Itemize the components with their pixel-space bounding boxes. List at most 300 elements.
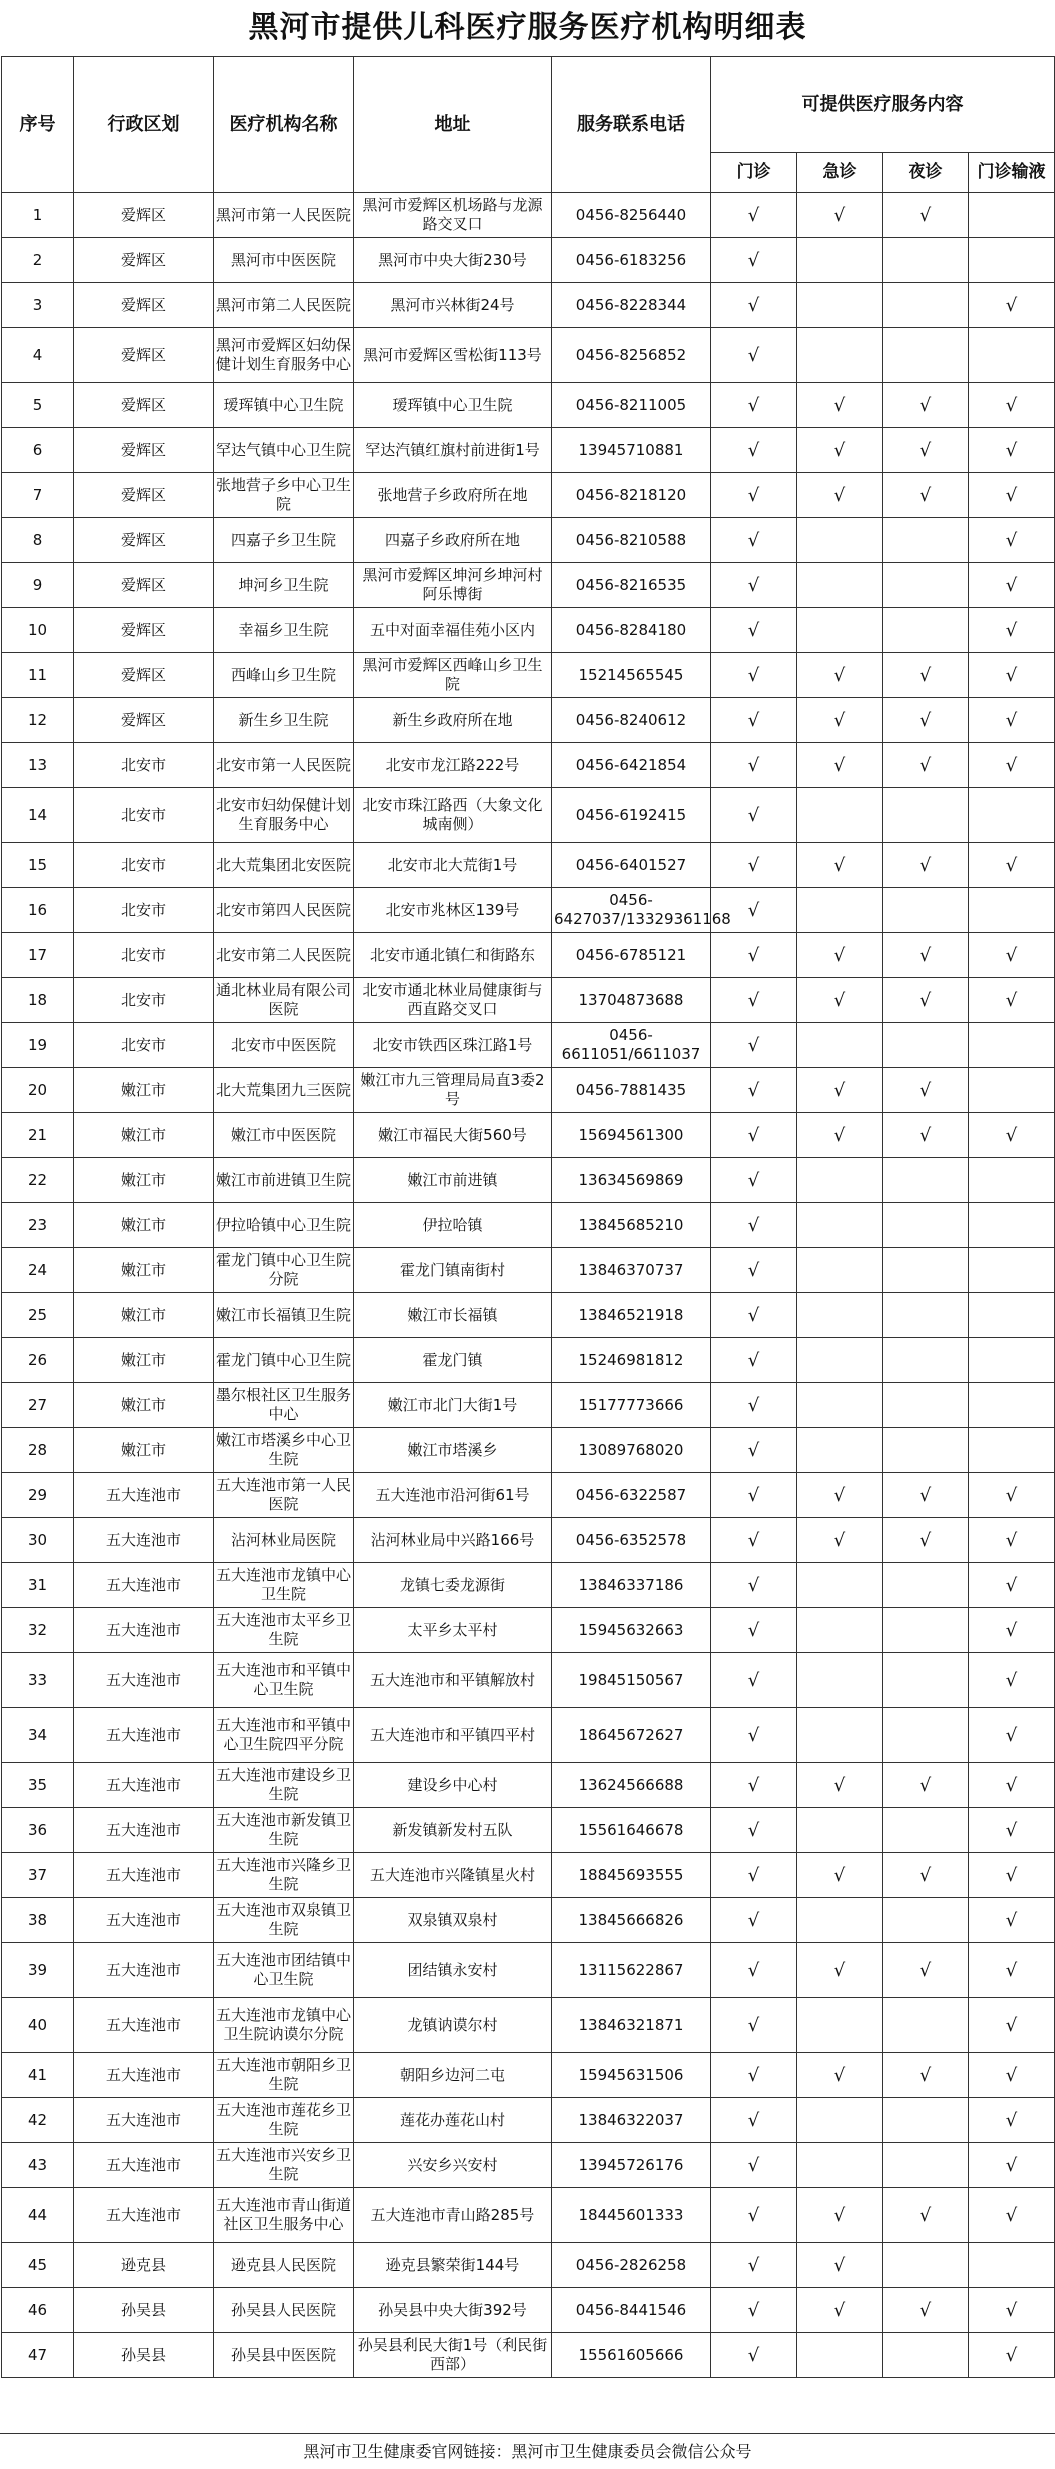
district-cell: 嫩江市: [74, 1113, 214, 1158]
night-cell: [883, 328, 969, 383]
outpatient-cell: √: [711, 1068, 797, 1113]
table-row: [2, 1763, 1055, 1808]
outpatient-cell: √: [711, 743, 797, 788]
phone-cell: 0456-6401527: [552, 843, 711, 888]
infusion-cell: √: [969, 1898, 1055, 1943]
phone-cell: 0456-6611051/6611037: [552, 1023, 711, 1068]
night-cell: [883, 1563, 969, 1608]
emergency-cell: √: [797, 2288, 883, 2333]
row-number: 24: [2, 1248, 74, 1293]
row-number: 14: [2, 788, 74, 843]
header-services: 可提供医疗服务内容: [711, 57, 1055, 153]
org-name-cell: 孙吴县人民医院: [214, 2288, 354, 2333]
org-name-cell: 瑷珲镇中心卫生院: [214, 383, 354, 428]
table-row: [2, 2053, 1055, 2098]
address-cell: 孙吴县利民大街1号（利民街西部）: [354, 2333, 552, 2378]
row-number: 15: [2, 843, 74, 888]
outpatient-cell: √: [711, 2333, 797, 2378]
infusion-cell: [969, 2243, 1055, 2288]
org-name-cell: 北安市中医医院: [214, 1023, 354, 1068]
address-cell: 建设乡中心村: [354, 1763, 552, 1808]
night-cell: [883, 2143, 969, 2188]
address-cell: 嫩江市前进镇: [354, 1158, 552, 1203]
phone-cell: 0456-8210588: [552, 518, 711, 563]
outpatient-cell: √: [711, 2053, 797, 2098]
org-name-cell: 幸福乡卫生院: [214, 608, 354, 653]
table-row: [2, 1248, 1055, 1293]
night-cell: √: [883, 978, 969, 1023]
emergency-cell: √: [797, 698, 883, 743]
address-cell: 北安市通北林业局健康街与西直路交叉口: [354, 978, 552, 1023]
emergency-cell: [797, 563, 883, 608]
district-cell: 嫩江市: [74, 1248, 214, 1293]
emergency-cell: [797, 1203, 883, 1248]
infusion-cell: √: [969, 473, 1055, 518]
table-row: [2, 888, 1055, 933]
phone-cell: 13089768020: [552, 1428, 711, 1473]
table-row: [2, 1808, 1055, 1853]
org-name-cell: 五大连池市和平镇中心卫生院: [214, 1653, 354, 1708]
outpatient-cell: √: [711, 1338, 797, 1383]
table-row: [2, 473, 1055, 518]
infusion-cell: √: [969, 1653, 1055, 1708]
emergency-cell: [797, 1428, 883, 1473]
infusion-cell: [969, 238, 1055, 283]
district-cell: 五大连池市: [74, 2098, 214, 2143]
table-body: [2, 193, 1055, 2378]
emergency-cell: [797, 608, 883, 653]
emergency-cell: √: [797, 843, 883, 888]
outpatient-cell: √: [711, 283, 797, 328]
infusion-cell: [969, 1068, 1055, 1113]
row-number: 16: [2, 888, 74, 933]
night-cell: √: [883, 2188, 969, 2243]
row-number: 35: [2, 1763, 74, 1808]
phone-cell: 15561646678: [552, 1808, 711, 1853]
address-cell: 北安市北大荒街1号: [354, 843, 552, 888]
org-name-cell: 霍龙门镇中心卫生院: [214, 1338, 354, 1383]
phone-cell: 18845693555: [552, 1853, 711, 1898]
infusion-cell: [969, 1248, 1055, 1293]
district-cell: 爱辉区: [74, 563, 214, 608]
org-name-cell: 五大连池市团结镇中心卫生院: [214, 1943, 354, 1998]
outpatient-cell: √: [711, 788, 797, 843]
night-cell: [883, 1653, 969, 1708]
table-row: [2, 2243, 1055, 2288]
infusion-cell: √: [969, 1943, 1055, 1998]
district-cell: 嫩江市: [74, 1383, 214, 1428]
emergency-cell: √: [797, 743, 883, 788]
district-cell: 五大连池市: [74, 1808, 214, 1853]
address-cell: 黑河市中央大街230号: [354, 238, 552, 283]
outpatient-cell: √: [711, 1158, 797, 1203]
outpatient-cell: √: [711, 328, 797, 383]
district-cell: 北安市: [74, 843, 214, 888]
table-row: [2, 383, 1055, 428]
infusion-cell: [969, 1158, 1055, 1203]
night-cell: √: [883, 1853, 969, 1898]
outpatient-cell: √: [711, 1808, 797, 1853]
org-name-cell: 五大连池市莲花乡卫生院: [214, 2098, 354, 2143]
infusion-cell: √: [969, 1808, 1055, 1853]
outpatient-cell: √: [711, 428, 797, 473]
address-cell: 孙吴县中央大街392号: [354, 2288, 552, 2333]
emergency-cell: √: [797, 1518, 883, 1563]
district-cell: 五大连池市: [74, 1608, 214, 1653]
phone-cell: 13846322037: [552, 2098, 711, 2143]
district-cell: 嫩江市: [74, 1293, 214, 1338]
row-number: 26: [2, 1338, 74, 1383]
phone-cell: 18445601333: [552, 2188, 711, 2243]
row-number: 21: [2, 1113, 74, 1158]
emergency-cell: √: [797, 653, 883, 698]
infusion-cell: √: [969, 743, 1055, 788]
district-cell: 嫩江市: [74, 1203, 214, 1248]
district-cell: 嫩江市: [74, 1338, 214, 1383]
row-number: 1: [2, 193, 74, 238]
phone-cell: 13115622867: [552, 1943, 711, 1998]
row-number: 20: [2, 1068, 74, 1113]
org-name-cell: 嫩江市长福镇卫生院: [214, 1293, 354, 1338]
night-cell: [883, 2098, 969, 2143]
org-name-cell: 嫩江市塔溪乡中心卫生院: [214, 1428, 354, 1473]
night-cell: √: [883, 428, 969, 473]
outpatient-cell: √: [711, 1708, 797, 1763]
table-row: [2, 1473, 1055, 1518]
night-cell: [883, 1293, 969, 1338]
emergency-cell: √: [797, 428, 883, 473]
address-cell: 黑河市爱辉区机场路与龙源路交叉口: [354, 193, 552, 238]
row-number: 32: [2, 1608, 74, 1653]
address-cell: 北安市通北镇仁和街路东: [354, 933, 552, 978]
row-number: 30: [2, 1518, 74, 1563]
district-cell: 爱辉区: [74, 473, 214, 518]
table-row: [2, 843, 1055, 888]
emergency-cell: [797, 1898, 883, 1943]
infusion-cell: [969, 1428, 1055, 1473]
emergency-cell: [797, 1158, 883, 1203]
phone-cell: 13945726176: [552, 2143, 711, 2188]
table-row: [2, 518, 1055, 563]
district-cell: 爱辉区: [74, 283, 214, 328]
row-number: 39: [2, 1943, 74, 1998]
district-cell: 五大连池市: [74, 1518, 214, 1563]
outpatient-cell: √: [711, 888, 797, 933]
address-cell: 罕达汽镇红旗村前进街1号: [354, 428, 552, 473]
district-cell: 五大连池市: [74, 2143, 214, 2188]
emergency-cell: [797, 788, 883, 843]
org-name-cell: 墨尔根社区卫生服务中心: [214, 1383, 354, 1428]
address-cell: 黑河市爱辉区坤河乡坤河村阿乐博街: [354, 563, 552, 608]
org-name-cell: 五大连池市新发镇卫生院: [214, 1808, 354, 1853]
row-number: 6: [2, 428, 74, 473]
district-cell: 北安市: [74, 743, 214, 788]
emergency-cell: √: [797, 978, 883, 1023]
header-infusion: 门诊输液: [969, 153, 1055, 193]
infusion-cell: √: [969, 698, 1055, 743]
row-number: 46: [2, 2288, 74, 2333]
infusion-cell: √: [969, 563, 1055, 608]
phone-cell: 0456-8228344: [552, 283, 711, 328]
org-name-cell: 嫩江市前进镇卫生院: [214, 1158, 354, 1203]
emergency-cell: [797, 518, 883, 563]
phone-cell: 15246981812: [552, 1338, 711, 1383]
row-number: 42: [2, 2098, 74, 2143]
night-cell: [883, 1383, 969, 1428]
org-name-cell: 黑河市第一人民医院: [214, 193, 354, 238]
infusion-cell: √: [969, 2053, 1055, 2098]
outpatient-cell: √: [711, 193, 797, 238]
address-cell: 黑河市爱辉区雪松街113号: [354, 328, 552, 383]
district-cell: 五大连池市: [74, 1763, 214, 1808]
address-cell: 莲花办莲花山村: [354, 2098, 552, 2143]
night-cell: [883, 2333, 969, 2378]
emergency-cell: √: [797, 2053, 883, 2098]
district-cell: 孙吴县: [74, 2333, 214, 2378]
row-number: 34: [2, 1708, 74, 1763]
phone-cell: 0456-8218120: [552, 473, 711, 518]
infusion-cell: [969, 1293, 1055, 1338]
night-cell: √: [883, 1113, 969, 1158]
row-number: 36: [2, 1808, 74, 1853]
phone-cell: 0456-8441546: [552, 2288, 711, 2333]
night-cell: √: [883, 698, 969, 743]
outpatient-cell: √: [711, 1898, 797, 1943]
address-cell: 五大连池市和平镇解放村: [354, 1653, 552, 1708]
address-cell: 双泉镇双泉村: [354, 1898, 552, 1943]
infusion-cell: [969, 1023, 1055, 1068]
row-number: 18: [2, 978, 74, 1023]
row-number: 3: [2, 283, 74, 328]
outpatient-cell: √: [711, 1383, 797, 1428]
address-cell: 伊拉哈镇: [354, 1203, 552, 1248]
address-cell: 北安市兆林区139号: [354, 888, 552, 933]
phone-cell: 13846370737: [552, 1248, 711, 1293]
row-number: 37: [2, 1853, 74, 1898]
row-number: 41: [2, 2053, 74, 2098]
infusion-cell: √: [969, 428, 1055, 473]
row-number: 27: [2, 1383, 74, 1428]
district-cell: 五大连池市: [74, 1653, 214, 1708]
table-row: [2, 2333, 1055, 2378]
address-cell: 新发镇新发村五队: [354, 1808, 552, 1853]
emergency-cell: √: [797, 1853, 883, 1898]
header-night: 夜诊: [883, 153, 969, 193]
emergency-cell: [797, 2098, 883, 2143]
night-cell: [883, 2243, 969, 2288]
night-cell: √: [883, 1473, 969, 1518]
phone-cell: 13704873688: [552, 978, 711, 1023]
address-cell: 逊克县繁荣街144号: [354, 2243, 552, 2288]
phone-cell: 15945631506: [552, 2053, 711, 2098]
table-row: [2, 978, 1055, 1023]
night-cell: [883, 1203, 969, 1248]
header-district: 行政区划: [74, 57, 214, 193]
phone-cell: 0456-2826258: [552, 2243, 711, 2288]
night-cell: [883, 518, 969, 563]
phone-cell: 0456-6785121: [552, 933, 711, 978]
table-row: [2, 1518, 1055, 1563]
infusion-cell: √: [969, 1853, 1055, 1898]
night-cell: √: [883, 1518, 969, 1563]
emergency-cell: [797, 1653, 883, 1708]
emergency-cell: [797, 2333, 883, 2378]
emergency-cell: [797, 1023, 883, 1068]
district-cell: 五大连池市: [74, 1998, 214, 2053]
row-number: 43: [2, 2143, 74, 2188]
district-cell: 五大连池市: [74, 1853, 214, 1898]
row-number: 44: [2, 2188, 74, 2243]
table-row: [2, 1943, 1055, 1998]
emergency-cell: √: [797, 1473, 883, 1518]
org-name-cell: 北大荒集团九三医院: [214, 1068, 354, 1113]
phone-cell: 13845685210: [552, 1203, 711, 1248]
row-number: 47: [2, 2333, 74, 2378]
table-row: [2, 1708, 1055, 1763]
org-name-cell: 五大连池市和平镇中心卫生院四平分院: [214, 1708, 354, 1763]
night-cell: [883, 1708, 969, 1763]
row-number: 28: [2, 1428, 74, 1473]
address-cell: 嫩江市塔溪乡: [354, 1428, 552, 1473]
emergency-cell: [797, 1248, 883, 1293]
phone-cell: 0456-7881435: [552, 1068, 711, 1113]
night-cell: [883, 238, 969, 283]
night-cell: √: [883, 2288, 969, 2333]
district-cell: 爱辉区: [74, 608, 214, 653]
night-cell: √: [883, 1763, 969, 1808]
night-cell: [883, 1338, 969, 1383]
address-cell: 太平乡太平村: [354, 1608, 552, 1653]
outpatient-cell: √: [711, 1943, 797, 1998]
row-number: 13: [2, 743, 74, 788]
infusion-cell: √: [969, 2188, 1055, 2243]
night-cell: [883, 1428, 969, 1473]
address-cell: 黑河市爱辉区西峰山乡卫生院: [354, 653, 552, 698]
phone-cell: 0456-8211005: [552, 383, 711, 428]
row-number: 45: [2, 2243, 74, 2288]
org-name-cell: 通北林业局有限公司医院: [214, 978, 354, 1023]
phone-cell: 13634569869: [552, 1158, 711, 1203]
org-name-cell: 霍龙门镇中心卫生院分院: [214, 1248, 354, 1293]
night-cell: √: [883, 2053, 969, 2098]
emergency-cell: [797, 328, 883, 383]
night-cell: [883, 563, 969, 608]
row-number: 23: [2, 1203, 74, 1248]
table-row: [2, 1563, 1055, 1608]
district-cell: 北安市: [74, 933, 214, 978]
address-cell: 霍龙门镇南街村: [354, 1248, 552, 1293]
phone-cell: 13846521918: [552, 1293, 711, 1338]
table-row: [2, 2188, 1055, 2243]
row-number: 8: [2, 518, 74, 563]
outpatient-cell: √: [711, 933, 797, 978]
page-title: 黑河市提供儿科医疗服务医疗机构明细表: [248, 10, 807, 45]
district-cell: 五大连池市: [74, 1943, 214, 1998]
phone-cell: 15214565545: [552, 653, 711, 698]
emergency-cell: √: [797, 383, 883, 428]
org-name-cell: 五大连池市龙镇中心卫生院: [214, 1563, 354, 1608]
night-cell: √: [883, 743, 969, 788]
district-cell: 五大连池市: [74, 2188, 214, 2243]
address-cell: 兴安乡兴安村: [354, 2143, 552, 2188]
outpatient-cell: √: [711, 1608, 797, 1653]
infusion-cell: √: [969, 383, 1055, 428]
row-number: 19: [2, 1023, 74, 1068]
header-phone: 服务联系电话: [552, 57, 711, 193]
address-cell: 朝阳乡边河二屯: [354, 2053, 552, 2098]
org-name-cell: 五大连池市兴隆乡卫生院: [214, 1853, 354, 1898]
district-cell: 北安市: [74, 978, 214, 1023]
emergency-cell: [797, 1293, 883, 1338]
phone-cell: 0456-8256852: [552, 328, 711, 383]
phone-cell: 15694561300: [552, 1113, 711, 1158]
address-cell: 霍龙门镇: [354, 1338, 552, 1383]
infusion-cell: √: [969, 2288, 1055, 2333]
phone-cell: 15561605666: [552, 2333, 711, 2378]
table-row: [2, 1023, 1055, 1068]
org-name-cell: 北安市第四人民医院: [214, 888, 354, 933]
phone-cell: 0456-8216535: [552, 563, 711, 608]
district-cell: 逊克县: [74, 2243, 214, 2288]
table-row: [2, 1998, 1055, 2053]
row-number: 33: [2, 1653, 74, 1708]
infusion-cell: √: [969, 2098, 1055, 2143]
address-cell: 五大连池市和平镇四平村: [354, 1708, 552, 1763]
org-name-cell: 孙吴县中医医院: [214, 2333, 354, 2378]
header-no: 序号: [2, 57, 74, 193]
night-cell: √: [883, 1068, 969, 1113]
address-cell: 四嘉子乡政府所在地: [354, 518, 552, 563]
night-cell: [883, 1808, 969, 1853]
phone-cell: 15177773666: [552, 1383, 711, 1428]
infusion-cell: √: [969, 1998, 1055, 2053]
table-row: [2, 1203, 1055, 1248]
outpatient-cell: √: [711, 608, 797, 653]
address-cell: 新生乡政府所在地: [354, 698, 552, 743]
org-name-cell: 黑河市爱辉区妇幼保健计划生育服务中心: [214, 328, 354, 383]
emergency-cell: [797, 283, 883, 328]
address-cell: 五大连池市兴隆镇星火村: [354, 1853, 552, 1898]
row-number: 7: [2, 473, 74, 518]
phone-cell: 18645672627: [552, 1708, 711, 1763]
row-number: 25: [2, 1293, 74, 1338]
table-row: [2, 1338, 1055, 1383]
phone-cell: 19845150567: [552, 1653, 711, 1708]
address-cell: 团结镇永安村: [354, 1943, 552, 1998]
org-name-cell: 张地营子乡中心卫生院: [214, 473, 354, 518]
infusion-cell: √: [969, 283, 1055, 328]
night-cell: [883, 888, 969, 933]
night-cell: √: [883, 383, 969, 428]
night-cell: √: [883, 1943, 969, 1998]
infusion-cell: √: [969, 933, 1055, 978]
outpatient-cell: √: [711, 1998, 797, 2053]
emergency-cell: √: [797, 933, 883, 978]
emergency-cell: √: [797, 1068, 883, 1113]
night-cell: [883, 1248, 969, 1293]
outpatient-cell: √: [711, 2243, 797, 2288]
table-row: [2, 1113, 1055, 1158]
org-name-cell: 伊拉哈镇中心卫生院: [214, 1203, 354, 1248]
infusion-cell: √: [969, 2143, 1055, 2188]
phone-cell: 0456-6421854: [552, 743, 711, 788]
address-cell: 龙镇讷谟尔村: [354, 1998, 552, 2053]
table-row: [2, 238, 1055, 283]
outpatient-cell: √: [711, 238, 797, 283]
org-name-cell: 沾河林业局医院: [214, 1518, 354, 1563]
infusion-cell: √: [969, 518, 1055, 563]
district-cell: 爱辉区: [74, 193, 214, 238]
